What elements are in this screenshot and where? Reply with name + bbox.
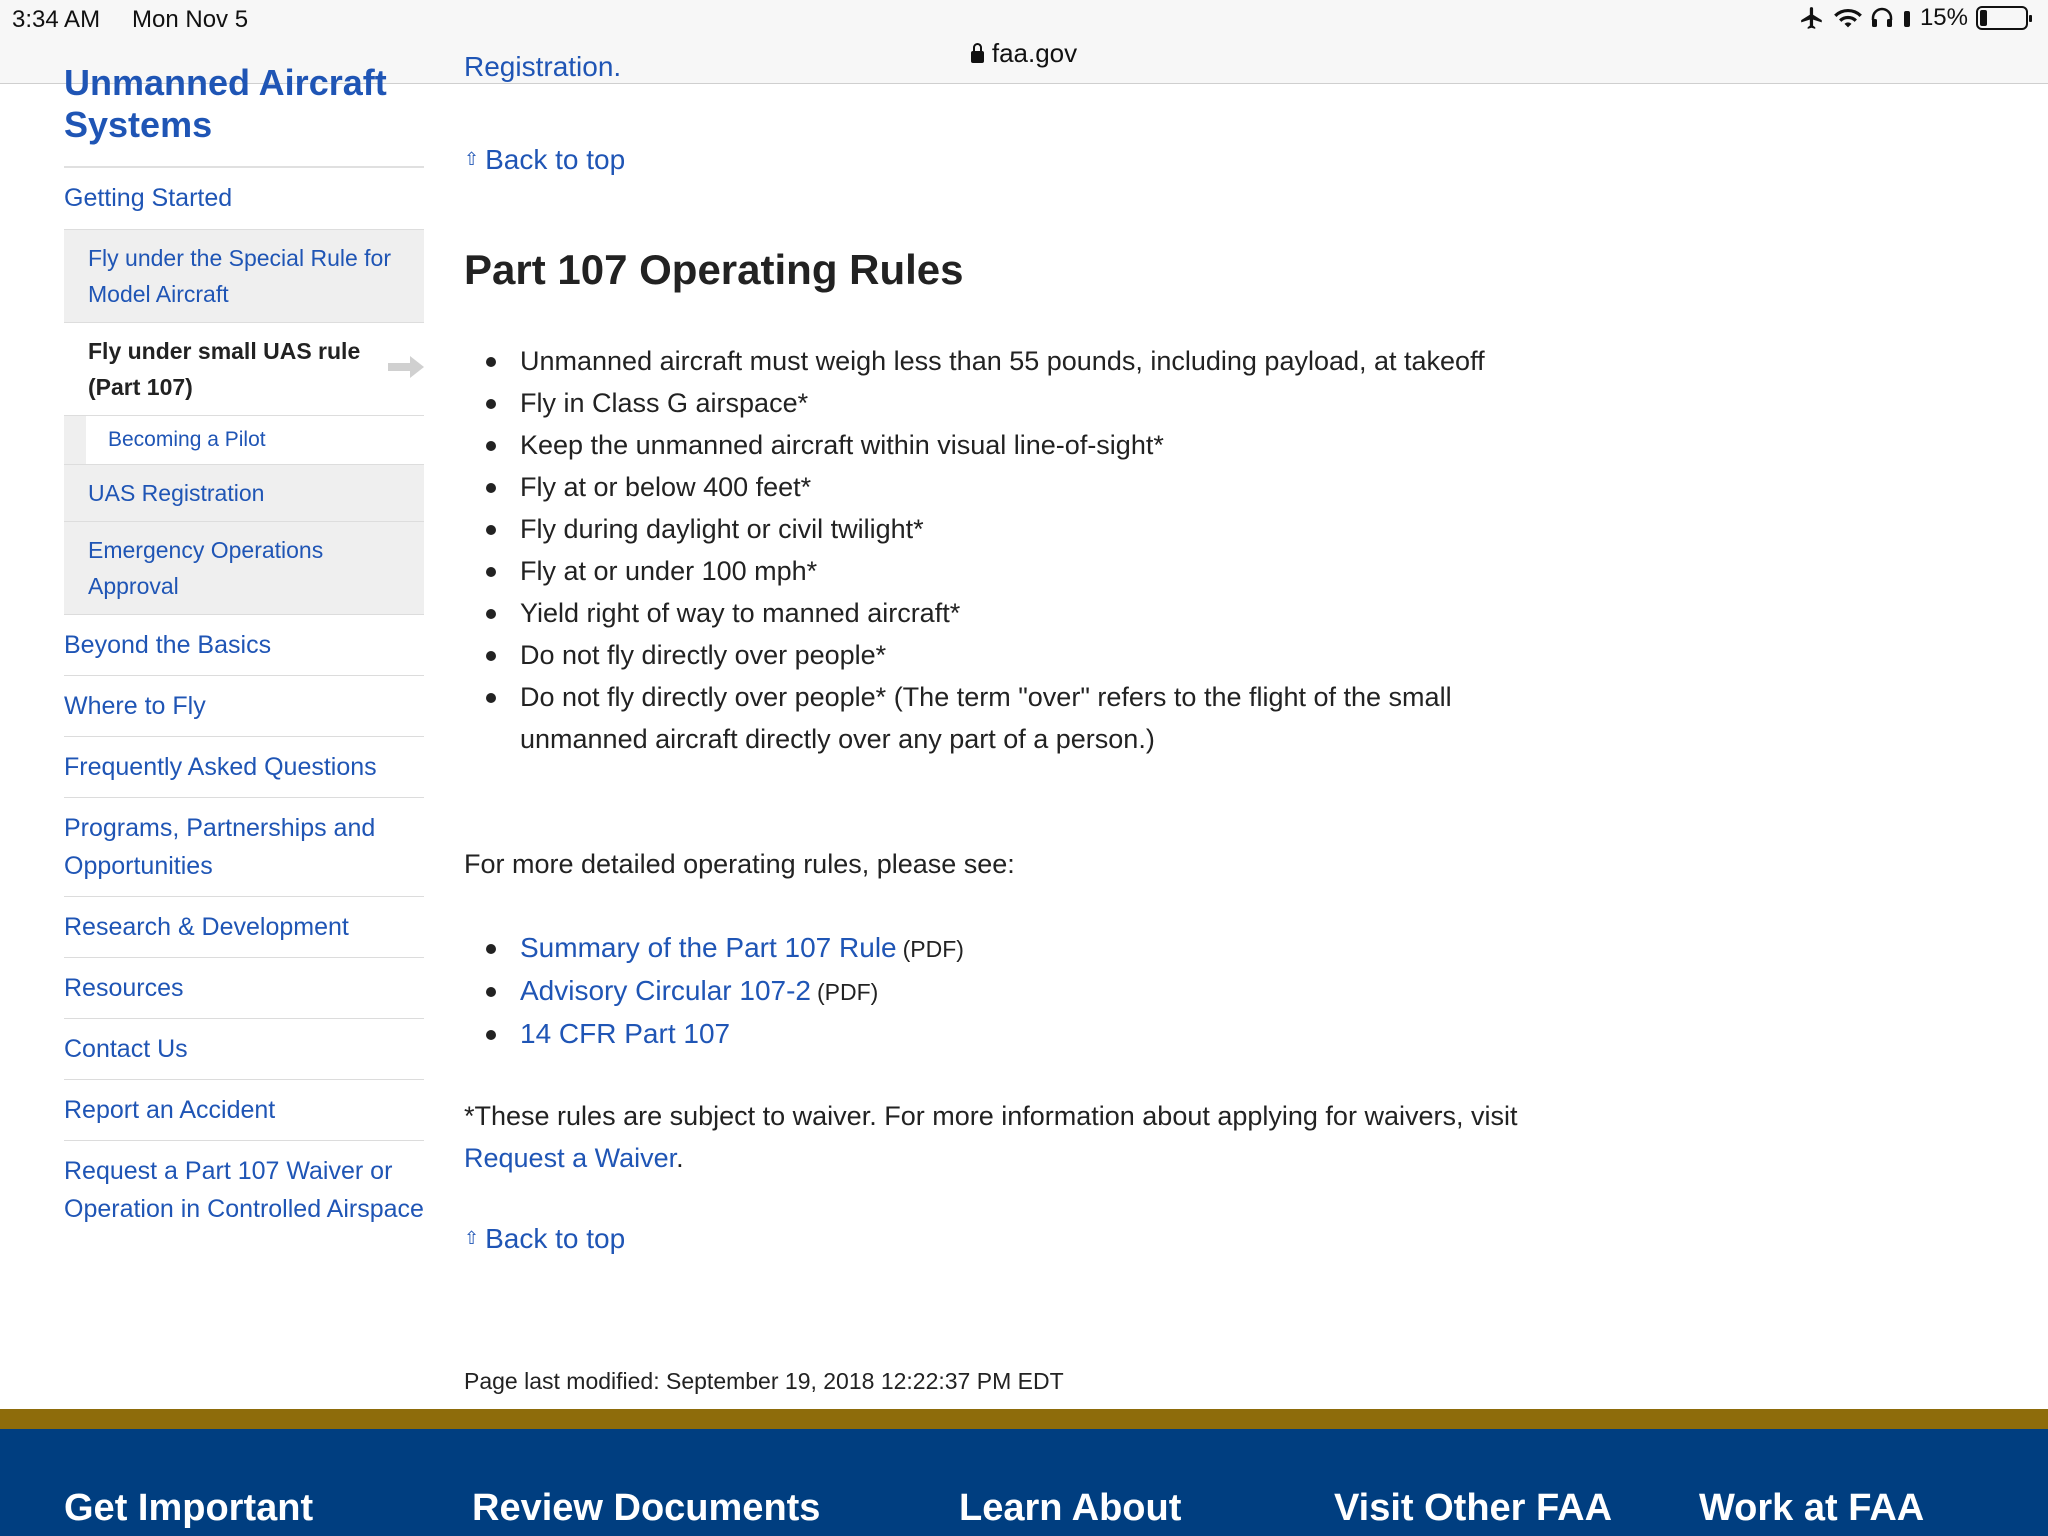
sidebar-item-resources[interactable]: Resources xyxy=(64,957,424,1018)
lock-rotation-icon xyxy=(1902,7,1912,29)
sidebar-title-text: Systems xyxy=(64,104,213,145)
lock-icon xyxy=(971,51,984,63)
cut-off-registration-text[interactable]: Registration. xyxy=(464,51,622,82)
sidebar-submenu xyxy=(64,228,424,614)
sidebar-item-beyond-basics[interactable]: Beyond the Basics xyxy=(64,614,424,675)
sidebar-item-request-waiver[interactable]: Request a Part 107 Waiver or Operation in Controlled Airspace xyxy=(64,1140,424,1239)
arrow-up-icon: ⇧ xyxy=(464,149,480,169)
list-item: Yield right of way to manned aircraft* xyxy=(464,592,1504,634)
back-to-top-label: Back to top xyxy=(485,1223,626,1254)
sidebar-item-getting-started[interactable]: Getting Started xyxy=(64,166,424,228)
sidebar-title[interactable] xyxy=(64,62,424,166)
cfr-part-107-link[interactable]: 14 CFR Part 107 xyxy=(520,1018,731,1049)
list-item xyxy=(464,970,964,1013)
sidebar-item-programs[interactable]: Programs, Partnerships and Opportunities xyxy=(64,797,424,896)
list-item: Fly in Class G airspace* xyxy=(464,382,1504,424)
waiver-end: . xyxy=(676,1143,684,1173)
back-to-top-link[interactable] xyxy=(464,144,625,176)
headphones-icon xyxy=(1870,6,1894,30)
waiver-note xyxy=(464,1095,1524,1179)
resource-links-list xyxy=(464,927,964,1055)
list-item: Do not fly directly over people* xyxy=(464,634,1504,676)
url-text: faa.gov xyxy=(991,38,1078,68)
pdf-note: (PDF) xyxy=(817,979,879,1005)
request-waiver-link[interactable]: Request a Waiver xyxy=(464,1143,677,1173)
list-item: Fly at or below 400 feet* xyxy=(464,466,1504,508)
footer-heading-visit-other-faa[interactable]: Visit Other FAA xyxy=(1334,1487,1613,1529)
sidebar-item-contact-us[interactable]: Contact Us xyxy=(64,1018,424,1079)
list-item: Unmanned aircraft must weigh less than 55 pounds, including payload, at takeoff xyxy=(464,340,1504,382)
operating-rules-list xyxy=(464,340,1504,760)
sidebar-item-where-to-fly[interactable]: Where to Fly xyxy=(64,675,424,736)
footer-heading-learn-about[interactable]: Learn About xyxy=(959,1487,1182,1529)
sidebar-item-part-107-label: Fly under small UAS rule (Part 107) xyxy=(88,338,361,400)
list-item xyxy=(464,927,964,970)
footer-heading-get-important[interactable]: Get Important xyxy=(64,1487,314,1529)
advisory-circular-link[interactable]: Advisory Circular 107-2 xyxy=(520,975,811,1006)
sidebar-item-research[interactable]: Research & Development xyxy=(64,896,424,957)
more-rules-text: For more detailed operating rules, please see: xyxy=(464,849,1015,879)
sidebar-item-report-accident[interactable]: Report an Accident xyxy=(64,1079,424,1140)
footer-heading-review-documents[interactable]: Review Documents xyxy=(472,1487,821,1529)
list-item: Fly during daylight or civil twilight* xyxy=(464,508,1504,550)
battery-percent: 15% xyxy=(1919,4,1968,31)
sidebar-item-faq[interactable]: Frequently Asked Questions xyxy=(64,736,424,797)
list-item xyxy=(464,1013,964,1055)
footer-heading-work-at-faa[interactable]: Work at FAA xyxy=(1699,1487,1925,1529)
sidebar-nav xyxy=(64,62,424,1239)
footer xyxy=(0,1429,2048,1536)
sidebar-item-uas-registration[interactable]: UAS Registration xyxy=(64,464,424,521)
sidebar-item-part-107[interactable] xyxy=(64,322,424,415)
back-to-top-label: Back to top xyxy=(485,144,626,175)
status-time: 3:34 AM xyxy=(12,6,101,33)
status-date: Mon Nov 5 xyxy=(132,6,249,33)
wifi-icon xyxy=(1834,6,1862,30)
list-item: Fly at or under 100 mph* xyxy=(464,550,1504,592)
list-item: Do not fly directly over people* (The term "over" refers to the flight of the small unmanned aircraft directly over any part of a person.) xyxy=(464,676,1504,760)
back-to-top-link-bottom[interactable] xyxy=(464,1223,625,1255)
waiver-text: *These rules are subject to waiver. For more information about applying for waivers, visit xyxy=(464,1101,1518,1131)
last-modified-text: Page last modified: September 19, 2018 12:22:37 PM EDT xyxy=(464,1368,1064,1394)
airplane-icon xyxy=(1798,5,1826,31)
sidebar-item-special-rule[interactable]: Fly under the Special Rule for Model Aircraft xyxy=(64,229,424,322)
arrow-right-icon xyxy=(388,356,424,378)
sidebar-title-cut: Unmanned Aircraft xyxy=(64,62,387,103)
sidebar-item-emergency-operations[interactable]: Emergency Operations Approval xyxy=(64,521,424,614)
footer-accent-bar xyxy=(0,1409,2048,1429)
page-title: Part 107 Operating Rules xyxy=(464,246,964,293)
arrow-up-icon: ⇧ xyxy=(464,1228,480,1248)
battery-icon xyxy=(1976,6,2028,30)
summary-part-107-link[interactable]: Summary of the Part 107 Rule xyxy=(520,932,897,963)
list-item: Keep the unmanned aircraft within visual line-of-sight* xyxy=(464,424,1504,466)
pdf-note: (PDF) xyxy=(902,936,964,962)
sidebar-item-becoming-pilot[interactable]: Becoming a Pilot xyxy=(64,415,424,464)
status-indicators xyxy=(1798,4,2028,32)
